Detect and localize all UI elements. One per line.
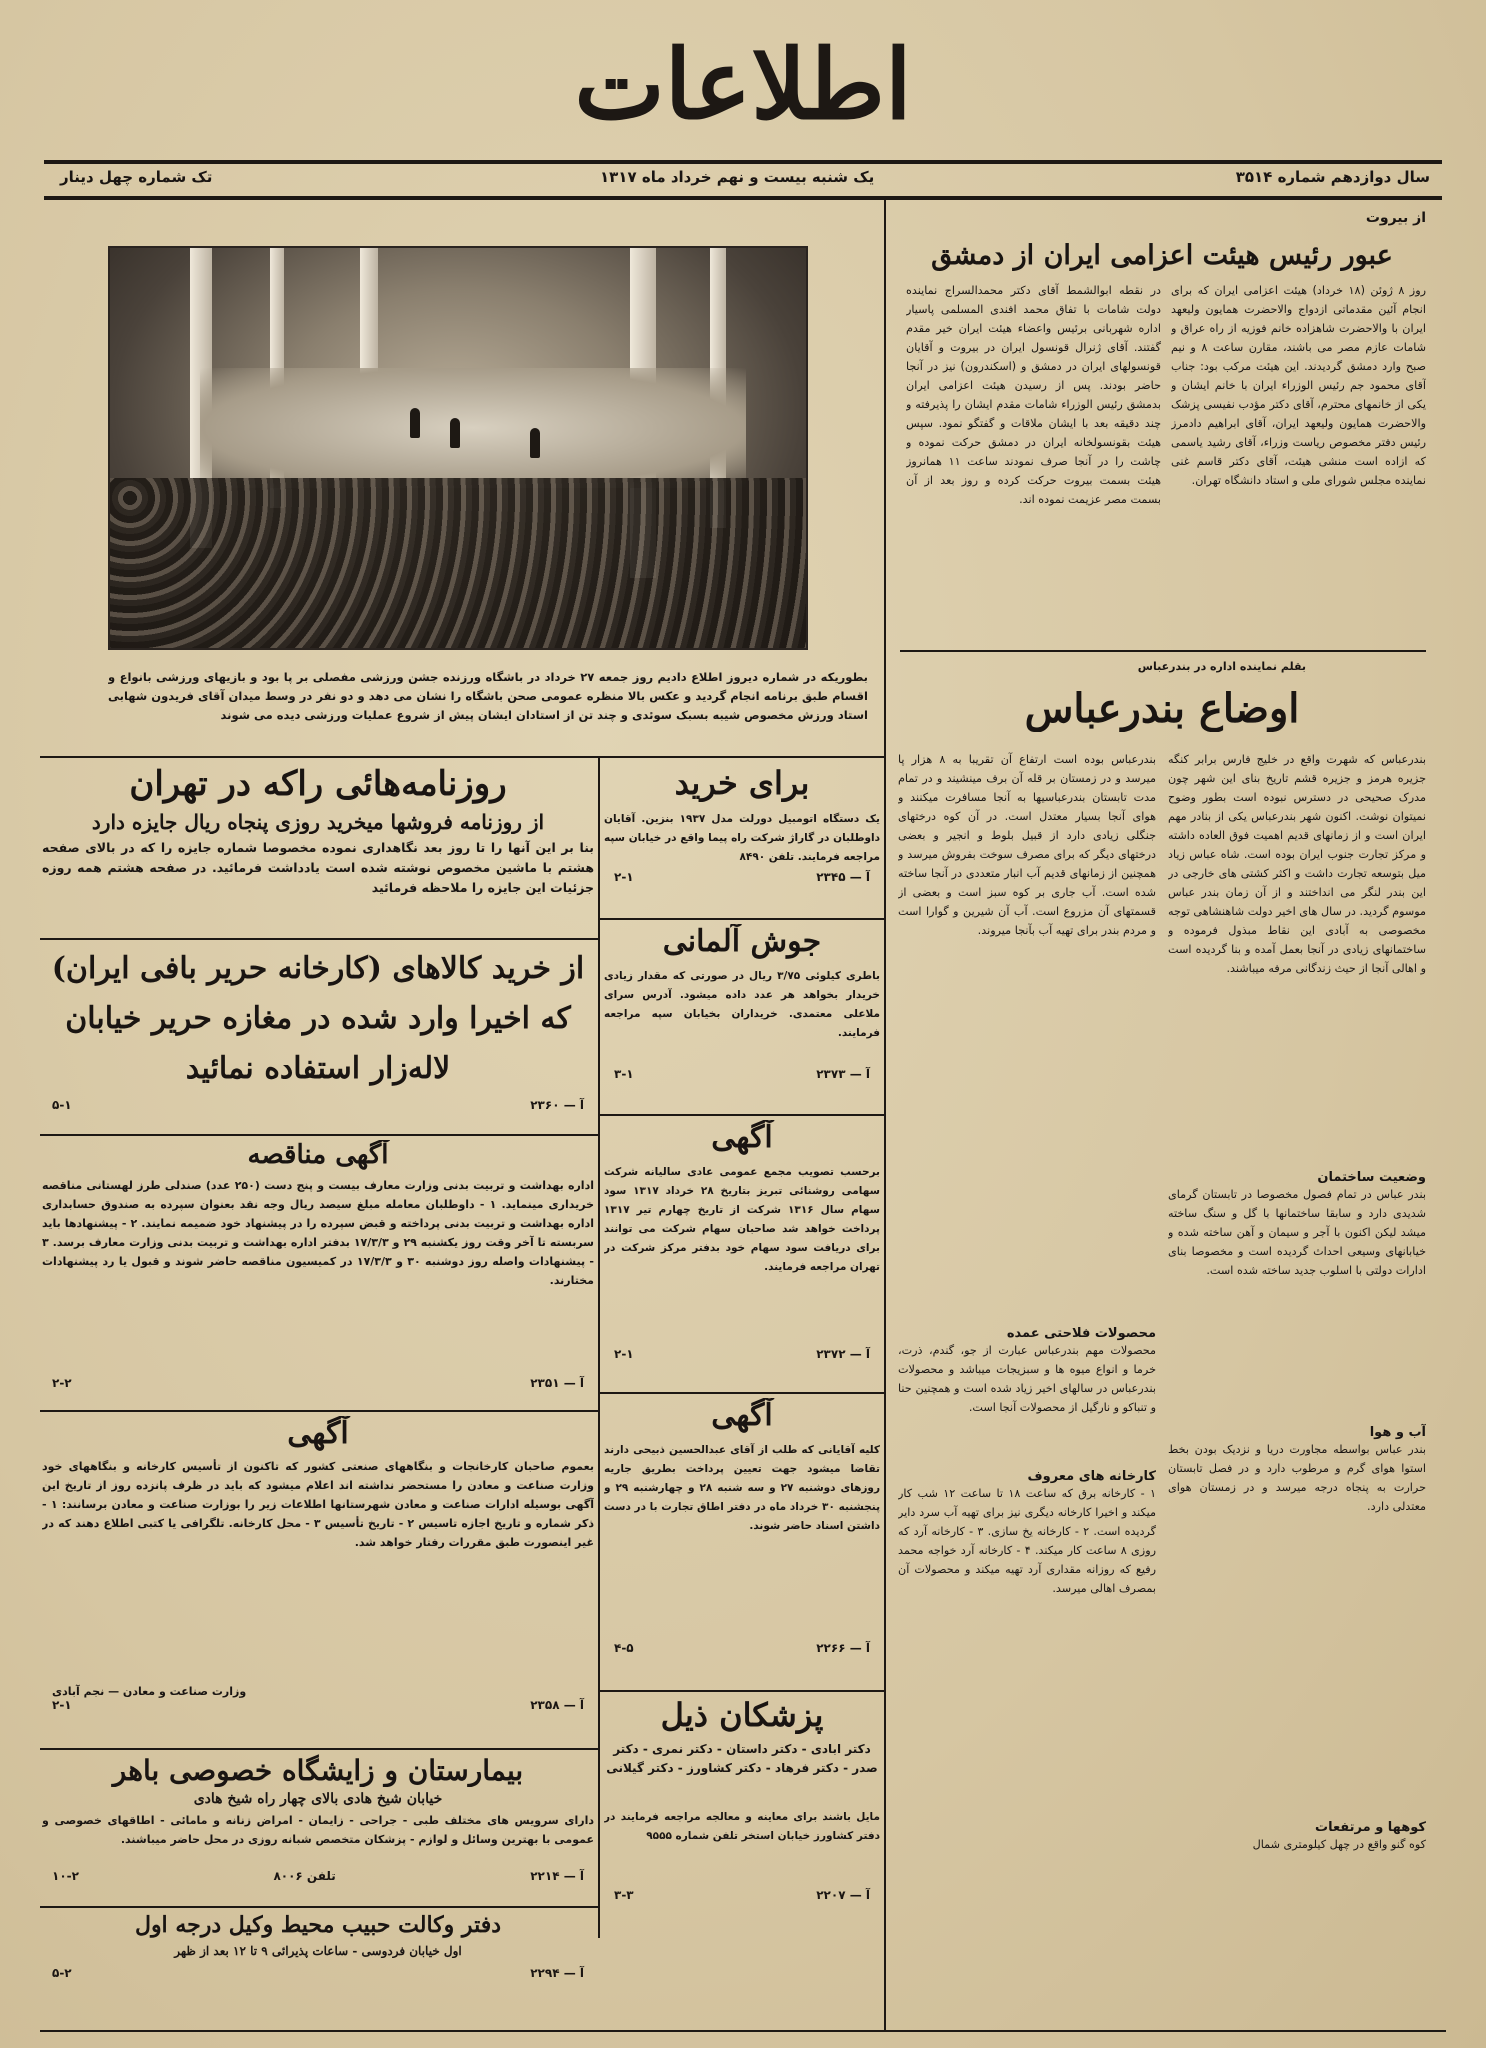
ad-vekalat-line2: اول خیابان فردوسی - ساعات پذیرائی ۹ تا ۱۲ بعد از ظهر <box>174 1944 462 1958</box>
bandar-kicker: بقلم نماینده اداره در بندرعباس <box>1137 660 1306 673</box>
ad-kharid-code-right: آ — ۲۳۴۵ <box>816 870 870 884</box>
bandar-sub-crops: محصولات فلاحتی عمده <box>1006 1326 1156 1341</box>
bandar-col-left: بندرعباس بوده است ارتفاع آن تقریبا به ۸ هزار پا میرسد و در زمستان بر قله آن برف مینشیند و در تمام مدت تابستان بندرعباسیها به آنجا مسافرت میکنند و هوای آنجا بسیار معتدل است. در آن کوه درختهای جنگلی زیادی دارد از قبیل بلوط و انجیر و بعضی درختهای دیگر که برای مصرف سوخت بفروش میرسد و همچنین از زمانهای قدیم آب انبار متعددی در آنجا ساخته شده است. آب جاری بر کوه سبز است و بعضی از قسمتهای آن مزروع است. آب آن شیرین و گوارا است و مردم بندر برای تهیه آب بآنجا میروند. <box>898 753 1156 937</box>
ad-jush-code-right: آ — ۲۳۷۳ <box>816 1067 870 1081</box>
bandar-col-left-3: ۱ - کارخانه برق که ساعت ۱۸ تا ساعت ۱۲ شب کار میکند و اخیرا کارخانه دیگری نیز برای تهیه آب سرد دایر گردیده است. ۲ - کارخانه یخ سازی. ۳ - کارخانه آرد که روزی ۸ ساعت کار میکند. ۴ - کارخانه آرد خواجه محمد رفیع که روزانه مقداری آرد تهیه میکند و محصولات آن بمصرف اهالی میرسد. <box>898 1487 1156 1595</box>
ad-pezeshkan-code-right: آ — ۲۲۰۷ <box>816 1888 870 1902</box>
ad-monaqese-body: اداره بهداشت و تربیت بدنی وزارت معارف بیست و پنج دست (۲۵۰ عدد) صندلی طرز لهستانی مناقصه خریداری مینماید. ۱ - داوطلبان معامله مبلغ سیصد ریال وجه نقد بعنوان سپرده به صندوق حسابداری اداره بهداشت و تربیت بدنی پرداخته و قبض سپرده را در پیشنهاد خود ضمیمه نمایند. ۲ - پیشنهادها باید سربسته تا آخر وقت روز یکشنبه ۲۹ و ۱۷/۳/۳ بدفتر اداره بهداشت و تربیت بدنی وزارت معارف برسد. ۳ - پیشنهادات واصله روز دوشنبه ۳۰ و ۱۷/۳/۳ در کمیسیون مناقصه حاضر شوند و قبول یا رد پیشنهادات مختارند. <box>42 1179 594 1287</box>
beirut-col-left: در نقطه ابوالشمط آقای دکتر محمدالسراج نماینده دولت شامات با تفاق محمد افندی المسلمی پاسیار اداره شهربانی برئیس واعضاء هیئت ایران خیر مقدم گفتند. آقای ژنرال قونسول ایران در بیروت و آقایان قونسولهای ایران در دمشق و (اسکندرون) نیز در آنجا حاضر بودند. پس از رسیدن هیئت اعزامی ایران بدمشق رئیس الوزراء شامات مقدم ایشان را پذیرفته و چند دقیقه بعد با ایشان ملاقات و گفتگو نمود. سپس هیئت بقونسولخانه ایران در دمشق حرکت نموده و چاشت را در آنجا صرف نمودند ساعت ۱۱ همانروز هیئت بسمت بیروت حرکت کرده و روز بعد از آن بسمت مصر عزیمت نموده اند. <box>906 284 1161 506</box>
ad-vekalat-codes <box>42 1966 594 1980</box>
ad-agahi-left-signature: وزارت صناعت و معادن — نجم آبادی <box>52 1685 247 1698</box>
ad-hospital <box>42 1754 594 1904</box>
rule-m3 <box>600 1392 884 1394</box>
ad-harir-codes <box>42 1098 594 1112</box>
column-divider-right <box>884 200 886 2030</box>
ad-harir <box>42 944 594 1132</box>
ad-pezeshkan-codes <box>604 1888 880 1902</box>
ad-ruznameh-headline: روزنامه‌هائی راکه در تهران <box>129 764 507 804</box>
bandar-sub-factories: کارخانه های معروف <box>1027 1469 1156 1484</box>
dateline-rule <box>44 196 1442 200</box>
ad-agahi-left <box>42 1416 594 1746</box>
ad-monaqese-codes <box>42 1376 594 1390</box>
ad-monaqese-code-right: آ — ۲۳۵۱ <box>530 1376 584 1390</box>
ad-ruznameh-body: بنا بر این آنها را تا روز بعد نگاهداری نموده مخصوصا شماره جایزه را که در بالای صفحه هشتم با ماشین مخصوص نوشته شده است یادداشت فرمائید. در صفحه هشتم همه روزه جزئیات این جایزه را ملاحظه فرمائید <box>42 840 594 895</box>
bandar-col-right-4: کوه گنو واقع در چهل کیلومتری شمال <box>1252 1838 1426 1851</box>
beirut-kicker: از بیروت <box>1365 210 1426 226</box>
ad-ruznameh-line2: از روزنامه فروشها میخرید روزی پنجاه ریال جایزه دارد <box>91 810 545 834</box>
ad-jush-codes <box>604 1067 880 1081</box>
masthead-title: اطلاعات <box>574 28 912 141</box>
ad-hospital-code-left: ۱۰-۲ <box>52 1869 79 1883</box>
ad-agahi-mid1-code-left: ۲-۱ <box>614 1347 634 1361</box>
ad-kharid-code-left: ۲-۱ <box>614 870 634 884</box>
bandar-col-right-3: بندر عباس بواسطه مجاورت دریا و نزدیک بودن بخط استوا هوای گرم و مرطوب دارد و در فصل تابستان حرارت به پنجاه درجه میرسد و در زمستان هوای معتدلی دارد. <box>1168 1443 1426 1513</box>
ad-agahi-mid1 <box>604 1120 880 1388</box>
bandar-sub-construction: وضعیت ساختمان <box>1317 1170 1426 1185</box>
ad-agahi-left-codes <box>42 1698 594 1712</box>
ad-pezeshkan-names: دکتر ابادی - دکتر داستان - دکتر نمری - دکتر صدر - دکتر فرهاد - دکتر کشاورز - دکتر گیلانی <box>606 1742 878 1775</box>
top-rule <box>44 160 1442 164</box>
ad-kharid <box>604 764 880 914</box>
sports-festival-photo <box>108 246 808 650</box>
ad-hospital-phone: تلفن ۸۰۰۶ <box>273 1869 336 1883</box>
rule-m2 <box>600 1114 884 1116</box>
bandar-sub-climate: آب و هوا <box>1369 1425 1426 1440</box>
ad-vekalat-headline: دفتر وکالت حبیب محیط وکیل درجه اول <box>134 1912 502 1938</box>
ad-agahi-mid2-codes <box>604 1641 880 1655</box>
ad-jush <box>604 924 880 1110</box>
ad-monaqese-code-left: ۲-۲ <box>52 1376 72 1390</box>
ad-jush-body: باطری کیلوئی ۳/۷۵ ریال در صورتی که مقدار زیادی خریدار بخواهد هر عدد داده میشود. آدرس سرای ملاعلی معتمدی. خریداران بخیابان سپه مراجعه فرمایند. <box>604 970 880 1039</box>
rule-a2 <box>40 1134 598 1136</box>
ad-hospital-code-right: آ — ۲۲۱۴ <box>530 1869 584 1883</box>
bottom-rule <box>40 2030 1446 2032</box>
ad-pezeshkan-code-left: ۳-۳ <box>614 1888 634 1902</box>
ad-monaqese-headline: آگهی مناقصه <box>247 1140 389 1170</box>
bandar-col-right: بندرعباس که شهرت واقع در خلیج فارس برابر کنگه جزیره هرمز و جزیره قشم تاریخ بنای این شهر چون مدرک صحیحی در دسترس نبوده است بطور وضوح نمیتوان نوشت. اکنون شهر بندرعباس یکی از بنادر مهم ایران است و از زمانهای قدیم اهمیت فوق العاده داشته و مرکز تجارت جنوب ایران بوده است. شاه عباس زیاد میل بتوسعه تجارت داشت و اکثر کشتی های خارجی در این بندر لنگر می انداختند و از آن زمان بندر عباس موسوم گردید. در سال های اخیر دولت شاهنشاهی توجه مخصوصی به آبادی این نقاط مبذول فرموده و ساختمانهای زیادی در آنجا بعمل آمده و بنا گردیده است و اهالی آنجا از حیث زندگانی مرفه میباشند. <box>1168 753 1426 975</box>
ad-vekalat-code-left: ۵-۲ <box>52 1966 72 1980</box>
ad-monaqese <box>42 1140 594 1408</box>
rule-a3 <box>40 1410 598 1412</box>
ad-agahi-mid1-headline: آگهی <box>711 1120 773 1155</box>
ad-jush-code-left: ۳-۱ <box>614 1067 634 1081</box>
dateline-issue: سال دوازدهم شماره ۳۵۱۴ <box>1235 168 1430 186</box>
ad-agahi-left-code-left: ۲-۱ <box>52 1698 72 1712</box>
ad-agahi-mid1-codes <box>604 1347 880 1361</box>
rule-a5 <box>40 1906 598 1908</box>
column-divider-mid <box>598 758 600 1938</box>
rule-m4 <box>600 1690 884 1692</box>
beirut-col-right: روز ۸ ژوئن (۱۸ خرداد) هیئت اعزامی ایران که برای انجام آئین مقدماتی ازدواج والاحضرت همایون ولیعهد ایران با والاحضرت شاهزاده خانم فوزیه از راه عراق و شامات عازم مصر می باشند، مقارن ساعت ۸ و نیم صبح وارد دمشق گردیدند. این هیئت مرکب بود: جناب آقای محمود جم رئیس الوزراء ایران با خانم ایشان و یکی از خانمهای محترم، آقای دکتر مؤدب نفیسی پزشک والاحضرت همایون ولیعهد ایران، آقای ابراهیم دادمرز رئیس دفتر مخصوص ریاست وزراء، آقای رشید یاسمی که ازاده است منشی هیئت، آقای دکتر قاسم غنی نماینده مجلس شورای ملی و استاد دانشگاه تهران. <box>1171 284 1426 487</box>
ad-pezeshkan <box>604 1696 880 1936</box>
ad-agahi-left-body: بعموم صاحبان کارخانجات و بنگاههای صنعتی کشور که تاکنون از تأسیس کارخانه و بنگاههای خود وزارت صناعت و معادن را مستحضر نداشته اند اعلام میشود که باید در ظرف پانزده روز از تاریخ این آگهی بوسیله ادارات صناعت و معادن شهرستانها اطلاعات زیر را بوزارت صناعت و معادن برسانند: ۱ - ذکر شماره و تاریخ اجازه تاسیس ۲ - تاریخ تأسیس ۳ - محل کارخانه. تلگرافی یا کتبی اطلاع دهند که در غیر اینصورت طبق مقررات رفتار خواهد شد. <box>42 1460 594 1549</box>
ad-kharid-codes <box>604 870 880 884</box>
beirut-headline: عبور رئیس هیئت اعزامی ایران از دمشق <box>931 240 1393 271</box>
ad-harir-code-right: آ — ۲۳۶۰ <box>530 1098 584 1112</box>
rule-a1 <box>40 938 598 940</box>
beirut-rule <box>900 650 1426 652</box>
ad-kharid-body: یک دستگاه اتومبیل دورلت مدل ۱۹۳۷ بنزین. آقایان داوطلبان در گاراژ شرکت راه پیما واقع در خیابان سپه مراجعه فرمایند. تلفن ۸۴۹۰ <box>604 813 880 863</box>
bandar-sub-mountains: کوهها و مرتفعات <box>1315 1820 1426 1835</box>
ad-hospital-address: خیابان شیخ هادی بالای چهار راه شیخ هادی <box>193 1791 443 1807</box>
ad-agahi-mid2-code-right: آ — ۲۲۶۶ <box>816 1641 870 1655</box>
ad-vekalat <box>42 1912 594 2022</box>
ad-agahi-mid2-headline: آگهی <box>711 1398 773 1433</box>
ad-agahi-mid2 <box>604 1398 880 1686</box>
ad-harir-code-left: ۵-۱ <box>52 1098 72 1112</box>
bandar-col-left-2: محصولات مهم بندرعباس عبارت از جو، گندم، ذرت، خرما و انواع میوه ها و سبزیجات میباشد و محصولات بندرعباس در سالهای اخیر زیاد شده است و همچنین حنا و تنباکو و نارگیل از محصولات آنجا است. <box>898 1344 1156 1414</box>
ad-harir-headline: از خرید کالاهای (کارخانه حریر بافی ایران) که اخیرا وارد شده در مغازه حریر خیابان لاله‌زار استفاده نمائید <box>51 951 585 1086</box>
ad-agahi-mid1-body: برحسب تصویب مجمع عمومی عادی سالیانه شرکت سهامی روشنائی تبریز بتاریخ ۲۸ خرداد ۱۳۱۷ سود سهام سال ۱۳۱۶ شرکت از تاریخ چهارم تیر ۱۳۱۷ پرداخت خواهد شد صاحبان سهام شرکت می توانند برای دریافت سود سهام خود بدفتر مرکز شرکت در تهران مراجعه فرمایند. <box>604 1166 880 1273</box>
bandar-article <box>898 660 1426 2030</box>
ad-hospital-headline: بیمارستان و زایشگاه خصوصی باهر <box>112 1754 524 1787</box>
ad-agahi-mid1-code-right: آ — ۲۳۷۲ <box>816 1347 870 1361</box>
rule-m1 <box>600 918 884 920</box>
ad-hospital-codes <box>42 1869 594 1883</box>
ad-pezeshkan-body: مایل باشند برای معاینه و معالجه مراجعه فرمایند در دفتر کشاورز خیابان استخر تلفن شماره ۹۵۵۵ <box>604 1811 880 1842</box>
ad-jush-headline: جوش آلمانی <box>662 924 822 959</box>
photo-caption: بطوریکه در شماره دیروز اطلاع دادیم روز جمعه ۲۷ خرداد در باشگاه ورزنده جشن ورزشی مفصلی بر پا بود و بازیهای ورزشی بانواع و اقسام طبق برنامه انجام گردید و عکس بالا منظره عمومی صحن باشگاه را نشان می دهد و دو نفر در وسط میدان آقای فریدون شهابی استاد ورزش مخصوص شیبه بسبک سوئدی و چند تن از استادان ایشان پیش از شروع عملیات ورزشی دیده می شوند <box>108 670 868 722</box>
dateline-date: یک شنبه بیست و نهم خرداد ماه ۱۳۱۷ <box>600 168 875 186</box>
ad-pezeshkan-headline: پزشکان ذیل <box>660 1696 824 1734</box>
ad-kharid-headline: برای خرید <box>674 764 810 802</box>
photo-rule <box>40 756 884 758</box>
dateline-price: تک شماره چهل دینار <box>60 168 213 186</box>
ad-agahi-mid2-body: کلیه آقایانی که طلب از آقای عبدالحسین ذبیحی دارند تقاضا میشود جهت تعیین پرداخت بطریق جاریه روزهای دوشنبه ۲۷ و سه شنبه ۲۸ و چهارشنبه ۲۹ و پنجشنبه ۳۰ خرداد ماه در دفتر اطاق تجارت با در دست داشتن اسناد حاضر شوند. <box>604 1444 880 1532</box>
bandar-headline: اوضاع بندرعباس <box>1024 685 1300 732</box>
ad-agahi-left-code-right: آ — ۲۳۵۸ <box>530 1698 584 1712</box>
ad-agahi-left-headline: آگهی <box>287 1416 349 1451</box>
ad-ruznameh <box>42 764 594 934</box>
rule-a4 <box>40 1748 598 1750</box>
ad-hospital-body: دارای سرویس های مختلف طبی - جراحی - زایمان - امراض زنانه و مامائی - اطاقهای خصوصی و عمومی با بهترین وسائل و لوازم - پزشکان متخصص شبانه روزی در محل حاضر میباشند. <box>42 1814 594 1846</box>
ad-vekalat-code-right: آ — ۲۲۹۴ <box>530 1966 584 1980</box>
ad-agahi-mid2-code-left: ۴-۵ <box>614 1641 634 1655</box>
bandar-col-right-2: بندر عباس در تمام فصول مخصوصا در تابستان گرمای شدیدی دارد و سابقا ساختمانها با گل و سنگ ساخته میشد لیکن اکنون با آجر و سیمان و آهن ساخته شده و خیابانهای وسیعی احداث گردیده است و مخصوصا بنای ادارات دولتی با اسلوب جدید ساخته شده است. <box>1168 1188 1426 1277</box>
beirut-article <box>898 210 1426 650</box>
